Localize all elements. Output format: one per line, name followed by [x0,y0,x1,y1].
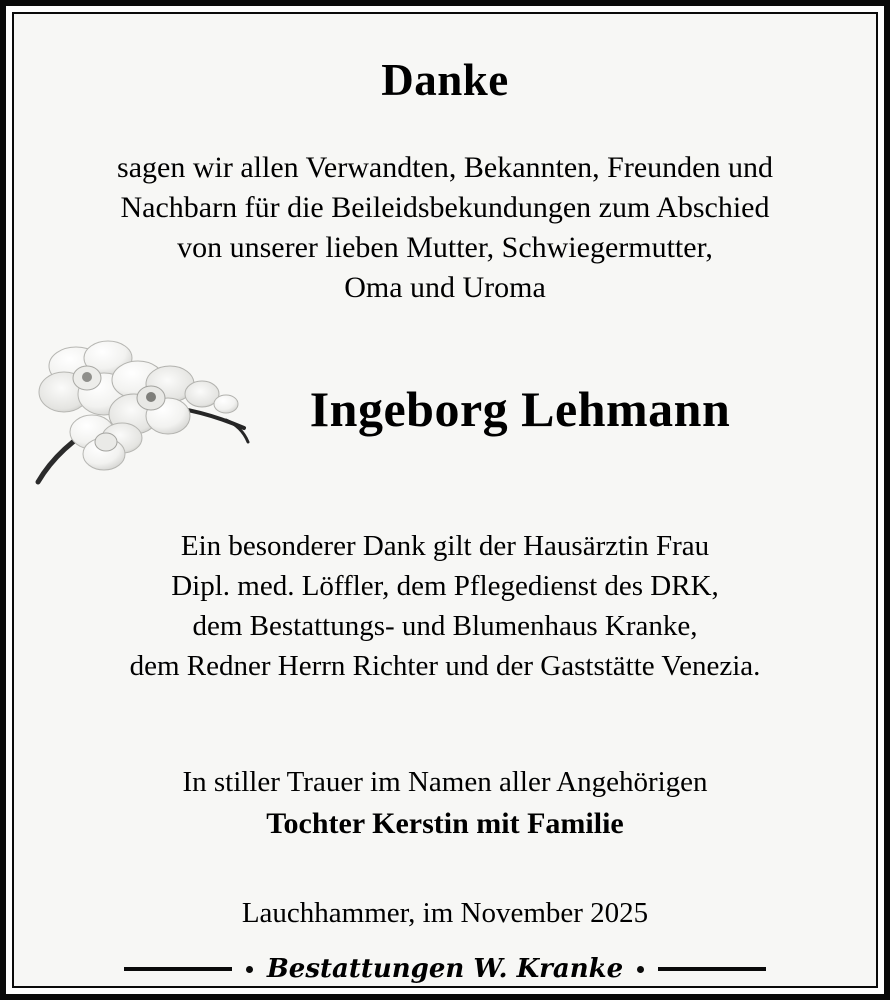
special-thanks-text [14,526,876,686]
place-and-date: Lauchhammer, im November 2025 [241,896,649,929]
thanks-line: dem Redner Herrn Richter und der Gaststätte Venezia. [129,650,761,683]
footer-dot-left [246,966,253,973]
footer-dot-right [637,966,644,973]
mourning-line: In stiller Trauer im Namen aller Angehörigen [182,766,708,799]
funeral-home-name: Bestattungen W. Kranke [266,954,624,984]
thanks-line: Ein besonderer Dank gilt der Hausärztin Frau [180,530,710,563]
family-line: Tochter Kerstin mit Familie [266,806,624,840]
footer-rule-right [658,967,766,971]
intro-line: sagen wir allen Verwandten, Bekannten, Freunden und [117,150,773,184]
intro-line: Nachbarn für die Beileidsbekundungen zum Abschied [120,190,770,224]
footer-rule-left [124,967,232,971]
thanks-line: dem Bestattungs- und Blumenhaus Kranke, [192,610,698,643]
intro-text [14,148,876,309]
deceased-name: Ingeborg Lehmann [309,381,731,438]
intro-line: von unserer lieben Mutter, Schwiegermutter, [177,230,713,264]
funeral-home-footer [14,954,876,984]
notice-content [14,14,876,986]
name-section [14,332,876,510]
thanks-line: Dipl. med. Löffler, dem Pflegedienst des DRK, [171,570,719,603]
intro-line: Oma und Uroma [344,271,546,305]
page-title: Danke [381,55,509,105]
